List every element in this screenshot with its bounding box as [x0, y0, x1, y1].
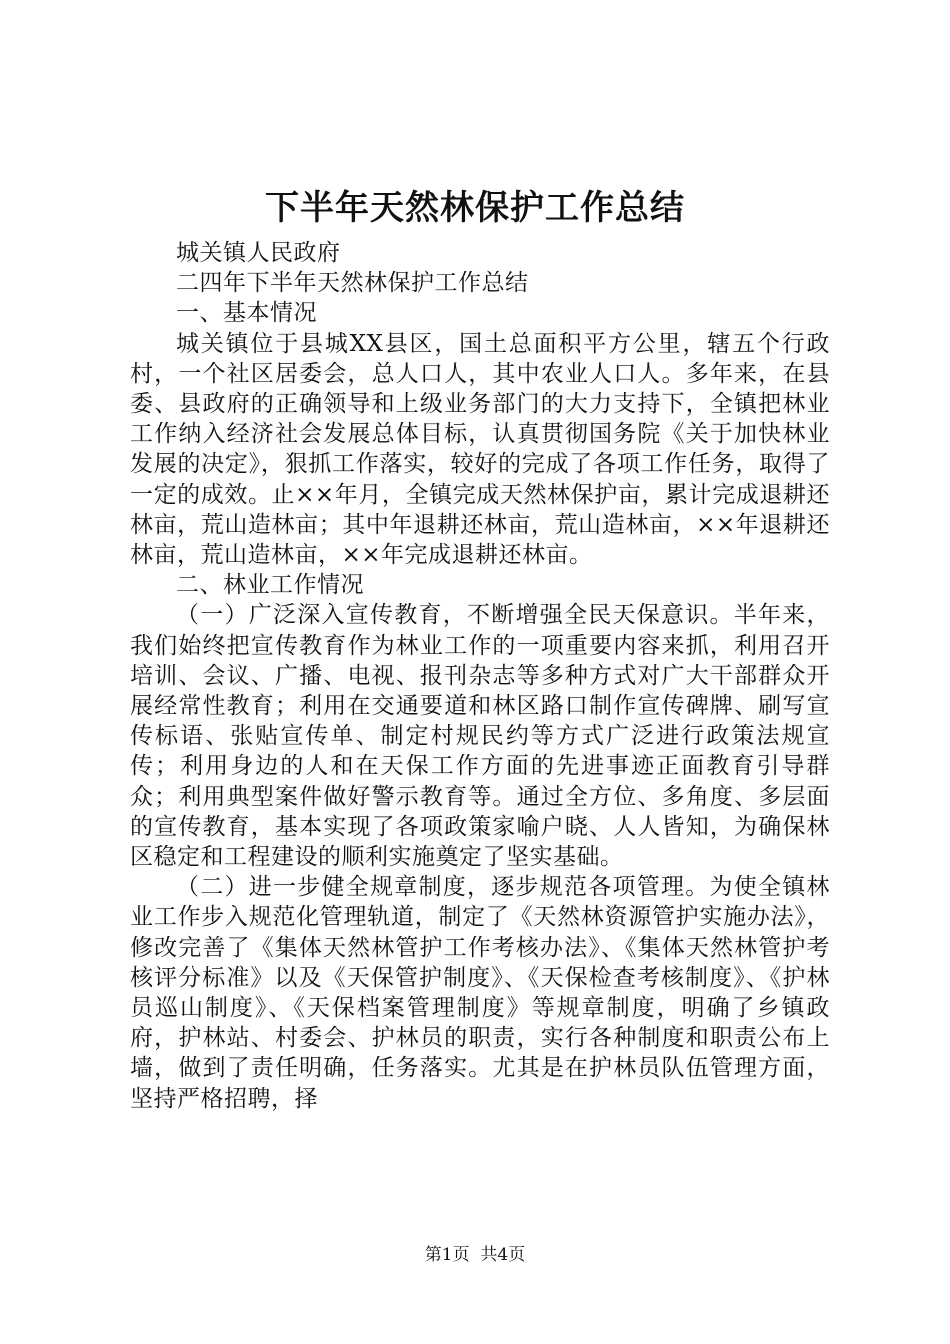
body-paragraph: 一、基本情况	[176, 300, 317, 327]
page-footer	[0, 1244, 950, 1266]
body-paragraph: （二）进一步健全规章制度，逐步规范各项管理。为使全镇林业工作步入规范化管理轨道，制定了《天然林资源管护实施办法》，修改完善了《集体天然林管护工作考核办法》、《集体天然林管护考核评分标准》以及《天保管护制度》、《天保检查考核制度》、《护林员巡山制度》、《天保档案管理制度》等规章制度，明确了乡镇政府，护林站、村委会、护林员的职责，实行各种制度和职责公布上墙，做到了责任明确，任务落实。尤其是在护林员队伍管理方面，坚持严格招聘，择	[130, 874, 830, 1112]
body-paragraph: 城关镇位于县城XX县区，国土总面积平方公里，辖五个行政村，一个社区居委会，总人口人，其中农业人口人。多年来，在县委、县政府的正确领导和上级业务部门的大力支持下，全镇把林业工作纳入经济社会发展总体目标，认真贯彻国务院《关于加快林业发展的决定》，狠抓工作落实，较好的完成了各项工作任务，取得了一定的成效。止××年月，全镇完成天然林保护亩，累计完成退耕还林亩，荒山造林亩；其中年退耕还林亩，荒山造林亩，××年退耕还林亩，荒山造林亩，××年完成退耕还林亩。	[130, 330, 830, 569]
body-paragraph: 城关镇人民政府	[176, 240, 341, 266]
body-paragraph: （一）广泛深入宣传教育，不断增强全民天保意识。半年来，我们始终把宣传教育作为林业工作的一项重要内容来抓，利用召开培训、会议、广播、电视、报刊杂志等多种方式对广大干部群众开展经常性教育；利用在交通要道和林区路口制作宣传碑牌、刷写宣传标语、张贴宣传单、制定村规民约等方式广泛进行政策法规宣传；利用身边的人和在天保工作方面的先进事迹正面教育引导群众；利用典型案件做好警示教育等。通过全方位、多角度、多层面的宣传教育，基本实现了各项政策家喻户晓、人人皆知，为确保林区稳定和工程建设的顺利实施奠定了坚实基础。	[130, 602, 830, 871]
body-paragraph: 二四年下半年天然林保护工作总结	[176, 270, 529, 297]
document-title: 下半年天然林保护工作总结	[265, 188, 685, 228]
body-paragraph: 二、林业工作情况	[176, 572, 364, 599]
document-body	[130, 238, 830, 1114]
page-total: 共4页	[480, 1245, 526, 1265]
page-number: 第1页	[424, 1245, 470, 1265]
